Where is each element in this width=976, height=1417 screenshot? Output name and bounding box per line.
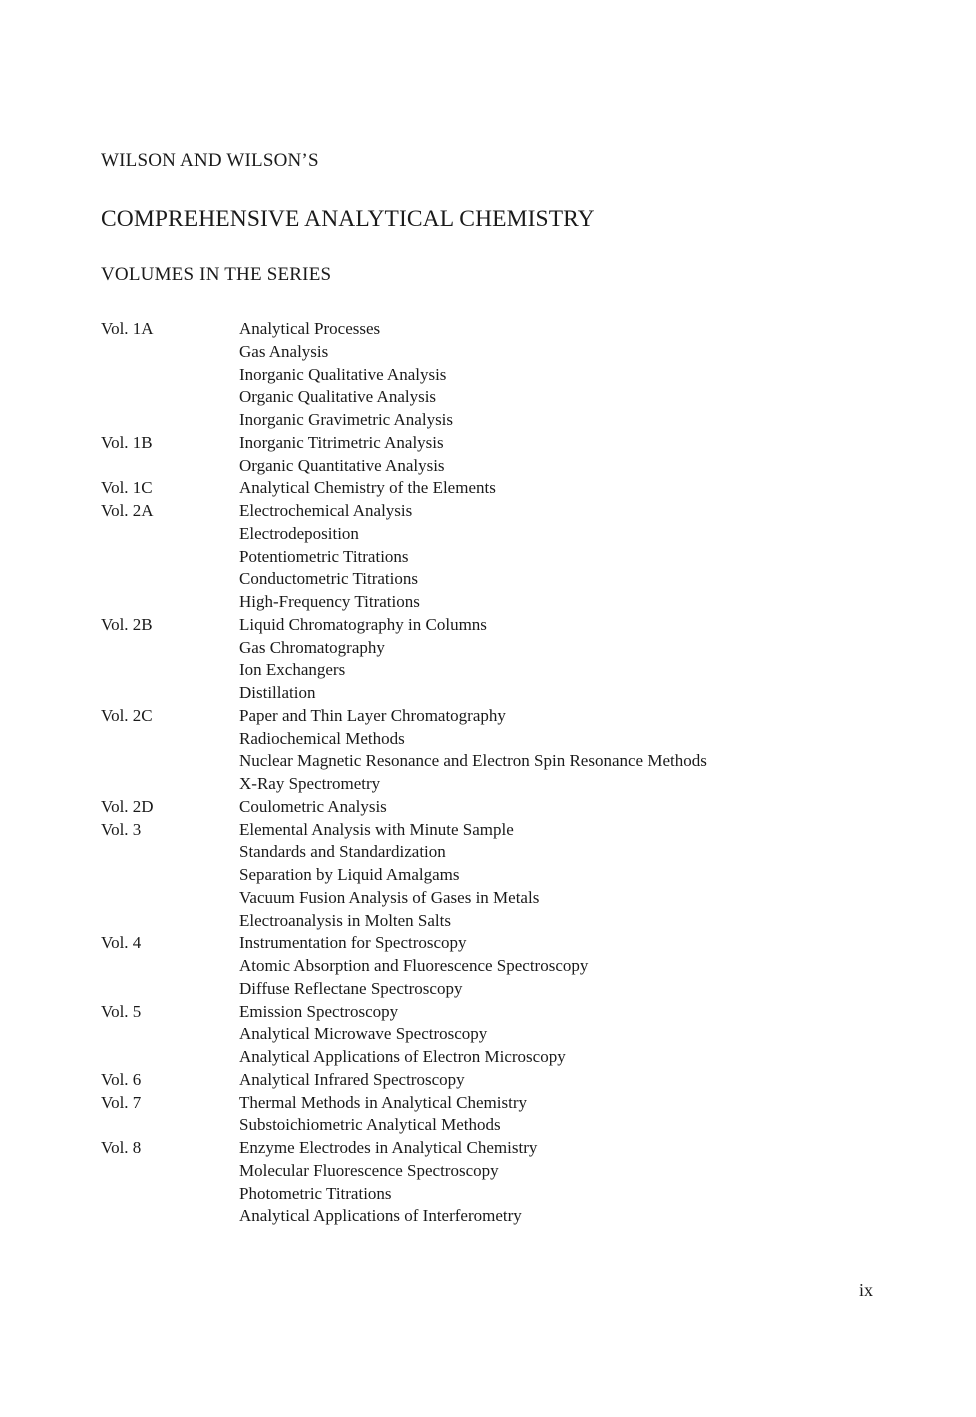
volume-row [101,546,891,569]
volume-title: Radiochemical Methods [239,728,405,748]
volume-title: Atomic Absorption and Fluorescence Spectroscopy [239,956,589,975]
volume-row [101,386,891,409]
volume-row [101,910,891,933]
volume-row [101,477,891,500]
volume-title: Analytical Processes [239,319,381,338]
volume-row [101,1137,891,1160]
volume-title: Diffuse Reflectane Spectroscopy [239,978,463,998]
volume-row [101,318,891,341]
volume-row [101,796,891,819]
volume-title: Separation by Liquid Amalgams [239,865,460,884]
volume-title: Potentiometric Titrations [239,546,409,566]
volume-label: Vol. 1C [101,478,153,498]
volume-row [101,1069,891,1092]
section-title-heading: VOLUMES IN THE SERIES [101,264,332,285]
volume-title: Thermal Methods in Analytical Chemistry [239,1092,528,1112]
series-owner-heading: WILSON AND WILSON’S [101,150,319,171]
volume-title: Gas Analysis [239,341,329,361]
page-number: ix [858,1280,873,1300]
volume-label: Vol. 5 [101,1001,142,1021]
volume-row [101,1001,891,1024]
volume-title: Electrodeposition [239,523,359,543]
volume-title: Conductometric Titrations [239,569,418,589]
volume-title: Organic Qualitative Analysis [239,387,437,407]
volume-title: Inorganic Titrimetric Analysis [239,432,444,452]
volume-row [101,637,891,660]
volume-label: Vol. 3 [101,819,142,839]
volume-title: Organic Quantitative Analysis [239,455,445,475]
volume-row [101,682,891,705]
volume-row [101,819,891,842]
volume-title: Gas Chromatography [239,637,385,657]
volume-label: Vol. 6 [101,1069,142,1089]
volume-row [101,409,891,432]
volume-row [101,705,891,728]
volume-row [101,841,891,864]
volume-row [101,1114,891,1137]
volume-label: Vol. 2B [101,614,153,634]
volume-row [101,1046,891,1069]
volume-title: X-Ray Spectrometry [239,774,381,793]
volume-row [101,728,891,751]
volume-title: Coulometric Analysis [239,796,387,816]
volume-title: Elemental Analysis with Minute Sample [239,819,514,839]
volume-label: Vol. 8 [101,1138,142,1157]
volume-label: Vol. 1A [101,319,154,338]
volume-row [101,887,891,910]
volume-row [101,955,891,978]
volume-title: Molecular Fluorescence Spectroscopy [239,1160,499,1180]
volume-row [101,1160,891,1183]
volume-row [101,614,891,637]
volume-title: Emission Spectroscopy [239,1001,399,1021]
volume-label: Vol. 1B [101,432,153,452]
volume-row [101,1205,891,1228]
volume-title: Standards and Standardization [239,842,446,862]
volume-row [101,523,891,546]
volume-row [101,341,891,364]
volume-title: High-Frequency Titrations [239,592,420,611]
volume-row [101,864,891,887]
volume-title: Analytical Applications of Interferometry [239,1206,522,1226]
volume-title: Inorganic Gravimetric Analysis [239,410,454,429]
volume-row [101,500,891,523]
volume-title: Substoichiometric Analytical Methods [239,1115,501,1135]
volume-title: Enzyme Electrodes in Analytical Chemistry [239,1138,538,1157]
volume-title: Inorganic Qualitative Analysis [239,364,447,384]
volume-row [101,932,891,955]
volume-row [101,591,891,614]
volume-row [101,978,891,1001]
volume-title: Distillation [239,683,316,702]
volume-label: Vol. 7 [101,1092,142,1112]
volume-title: Ion Exchangers [239,660,346,680]
volume-title: Nuclear Magnetic Resonance and Electron Spin Resonance Methods [239,751,707,771]
volume-row [101,750,891,773]
series-title-heading: COMPREHENSIVE ANALYTICAL CHEMISTRY [101,206,595,232]
volume-row [101,364,891,387]
volume-row [101,568,891,591]
volume-label: Vol. 2C [101,705,153,725]
volume-title: Electrochemical Analysis [239,501,413,520]
volume-title: Analytical Chemistry of the Elements [239,478,496,498]
volume-row [101,773,891,796]
volume-row [101,432,891,455]
volume-row [101,455,891,478]
volume-title: Analytical Microwave Spectroscopy [239,1024,488,1044]
volume-title: Photometric Titrations [239,1183,392,1203]
volume-row [101,1183,891,1206]
volume-title: Vacuum Fusion Analysis of Gases in Metals [239,887,540,907]
volume-label: Vol. 2A [101,501,154,520]
volume-row [101,659,891,682]
volume-title: Analytical Infrared Spectroscopy [239,1069,465,1089]
volume-row [101,1023,891,1046]
volume-title: Analytical Applications of Electron Microscopy [239,1047,566,1066]
heading-block [101,148,861,288]
volume-list [101,318,891,1228]
volume-title: Electroanalysis in Molten Salts [239,910,451,930]
volume-row [101,1092,891,1115]
volume-title: Instrumentation for Spectroscopy [239,933,467,953]
volume-label: Vol. 2D [101,796,154,816]
volume-title: Paper and Thin Layer Chromatography [239,705,506,725]
volume-label: Vol. 4 [101,933,142,953]
volume-title: Liquid Chromatography in Columns [239,614,487,634]
